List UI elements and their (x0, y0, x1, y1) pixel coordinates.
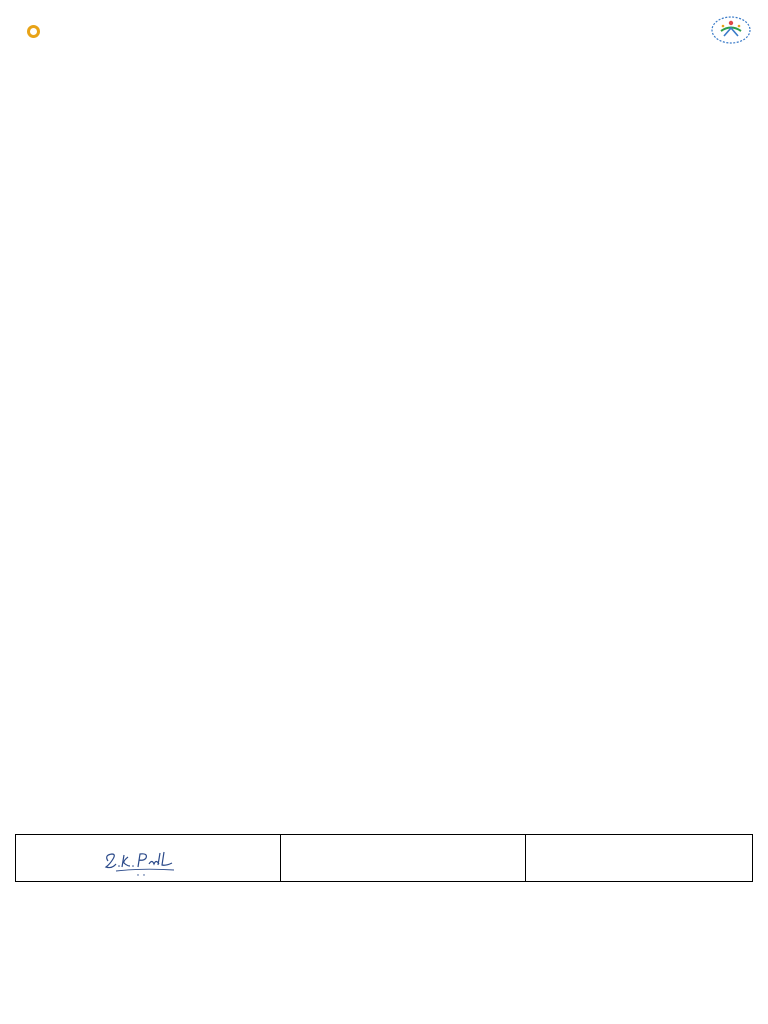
footer-blank-cell (281, 835, 525, 881)
kindersports-logo (27, 18, 42, 44)
sheet-header (15, 14, 753, 46)
handwritten-signature (102, 847, 182, 877)
sports-emblem-icon (709, 14, 753, 46)
signature-cell (16, 835, 281, 881)
footer-blank-cell (526, 835, 752, 881)
logo-ring-icon (27, 25, 40, 38)
signature-footer (15, 834, 753, 882)
